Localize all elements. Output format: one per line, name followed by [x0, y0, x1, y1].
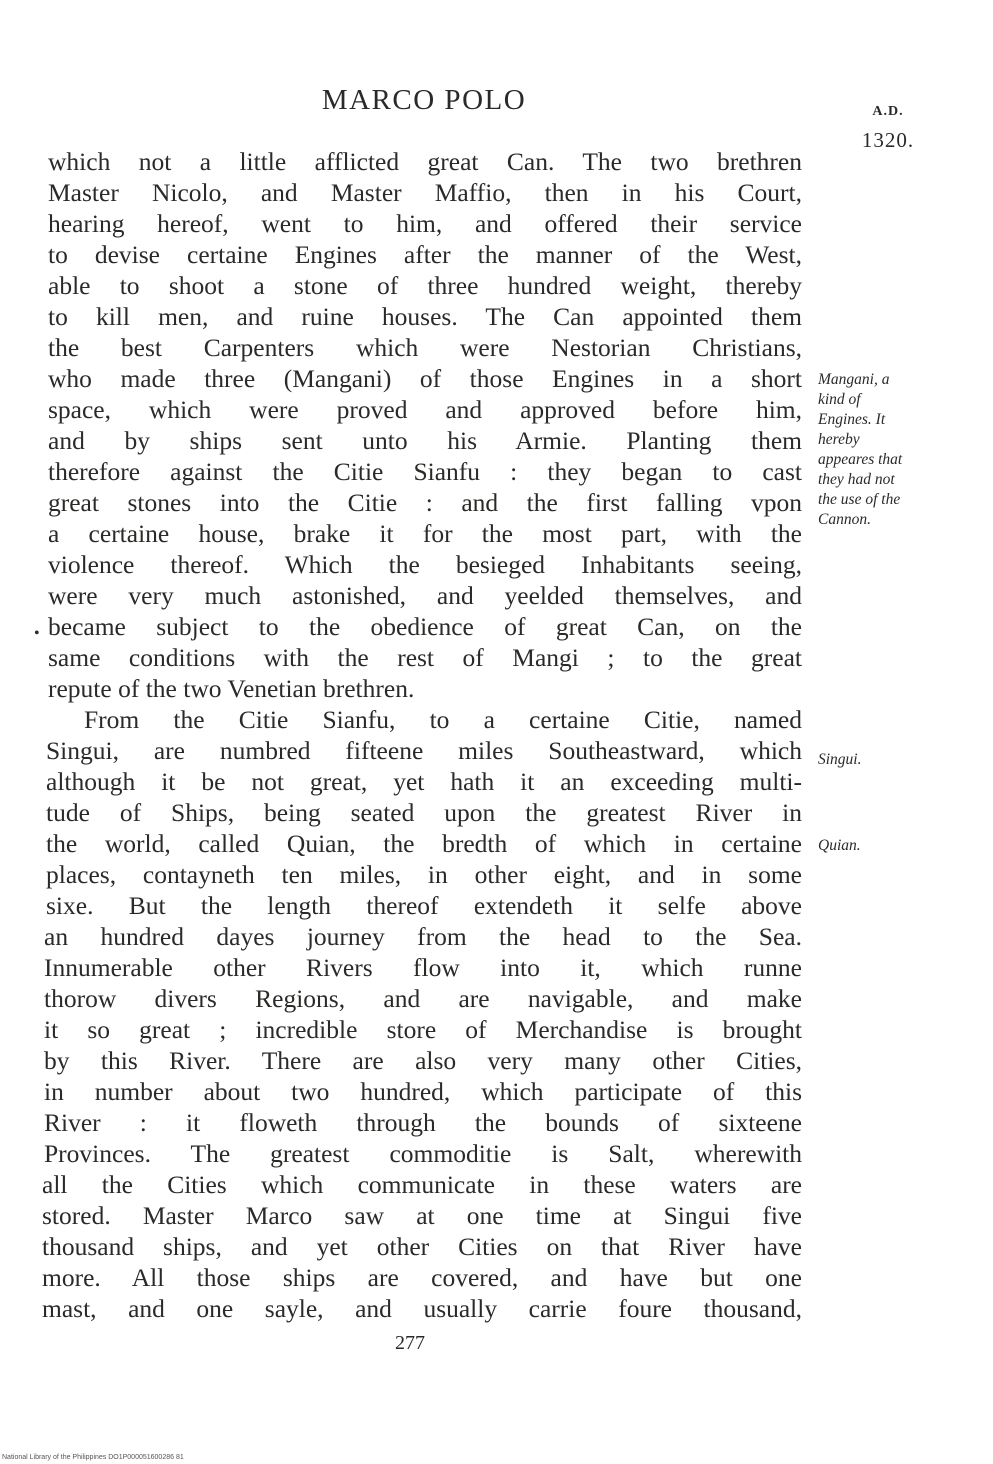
text-line: in number about two hundred, which participate of this: [44, 1077, 802, 1106]
text-line: were very much astonished, and yeelded themselves, and: [48, 581, 802, 610]
text-line: all the Cities which communicate in these waters are: [42, 1170, 802, 1199]
text-line: which not a little afflicted great Can. The two brethren: [48, 147, 802, 176]
text-line: mast, and one sayle, and usually carrie foure thousand,: [42, 1294, 802, 1323]
text-line: tude of Ships, being seated upon the greatest River in: [46, 798, 802, 827]
text-line: therefore against the Citie Sianfu : they began to cast: [48, 457, 802, 486]
margin-note-line: they had not: [818, 471, 895, 488]
text-line: more. All those ships are covered, and have but one: [42, 1263, 802, 1292]
text-line: hearing hereof, went to him, and offered their service: [48, 209, 802, 238]
margin-date: [848, 98, 928, 154]
text-line: Singui, are numbred fifteene miles Southeastward, which: [46, 736, 802, 765]
margin-note-quian: Quian.: [818, 837, 861, 854]
year-label: 1320.: [861, 128, 915, 152]
scan-credit: National Library of the Philippines DO1P000051600286 81: [2, 1454, 184, 1461]
text-line: became subject to the obedience of great Can, on the: [48, 612, 802, 641]
text-line: thousand ships, and yet other Cities on that River have: [42, 1232, 802, 1261]
text-line: and by ships sent unto his Armie. Planting them: [48, 426, 802, 455]
text-line: space, which were proved and approved before him,: [48, 395, 802, 424]
margin-note-line: Mangani, a: [818, 371, 890, 388]
text-line: able to shoot a stone of three hundred weight, thereby: [48, 271, 802, 300]
margin-note-mangani: [818, 370, 948, 530]
text-line: a certaine house, brake it for the most part, with the: [48, 519, 802, 548]
text-line: the world, called Quian, the bredth of which in certaine: [46, 829, 802, 858]
text-line: River : it floweth through the bounds of sixteene: [44, 1108, 802, 1137]
body-text: [40, 146, 802, 1324]
text-line: From the Citie Sianfu, to a certaine Citie, named: [84, 705, 802, 734]
text-line: Innumerable other Rivers flow into it, which runne: [44, 953, 802, 982]
text-line: same conditions with the rest of Mangi ; to the great: [48, 643, 802, 672]
text-line: who made three (Mangani) of those Engines in a short: [48, 364, 802, 393]
text-line: sixe. But the length thereof extendeth it selfe above: [46, 891, 802, 920]
margin-note-line: the use of the: [818, 491, 901, 508]
text-line: violence thereof. Which the besieged Inhabitants seeing,: [48, 550, 802, 579]
text-line: by this River. There are also very many other Cities,: [44, 1046, 802, 1075]
margin-note-singui: Singui.: [818, 751, 862, 768]
text-line: Master Nicolo, and Master Maffio, then in his Court,: [48, 178, 802, 207]
text-line: although it be not great, yet hath it an exceeding multi-: [46, 767, 802, 796]
text-line: thorow divers Regions, and are navigable, and make: [44, 984, 802, 1013]
text-line: to kill men, and ruine houses. The Can appointed them: [48, 302, 802, 331]
era-label: A.D.: [872, 104, 904, 119]
text-line: great stones into the Citie : and the first falling vpon: [48, 488, 802, 517]
margin-note-line: Engines. It: [818, 411, 886, 428]
text-line: stored. Master Marco saw at one time at Singui five: [42, 1201, 802, 1230]
page-number: 277: [395, 1332, 425, 1354]
margin-note-line: Cannon.: [818, 511, 871, 528]
text-line: it so great ; incredible store of Merchandise is brought: [44, 1015, 802, 1044]
margin-note-line: appeares that: [818, 451, 903, 468]
running-head-title: MARCO POLO: [321, 84, 527, 116]
margin-note-line: hereby: [818, 431, 860, 448]
text-line: repute of the two Venetian brethren.: [48, 674, 415, 703]
text-line: the best Carpenters which were Nestorian Christians,: [48, 333, 802, 362]
text-line: places, contayneth ten miles, in other eight, and in some: [46, 860, 802, 889]
stray-mark: •: [34, 625, 40, 642]
margin-note-line: kind of: [818, 391, 861, 408]
text-line: an hundred dayes journey from the head to the Sea.: [44, 922, 802, 951]
text-line: to devise certaine Engines after the manner of the West,: [48, 240, 802, 269]
text-line: Provinces. The greatest commoditie is Salt, wherewith: [44, 1139, 802, 1168]
